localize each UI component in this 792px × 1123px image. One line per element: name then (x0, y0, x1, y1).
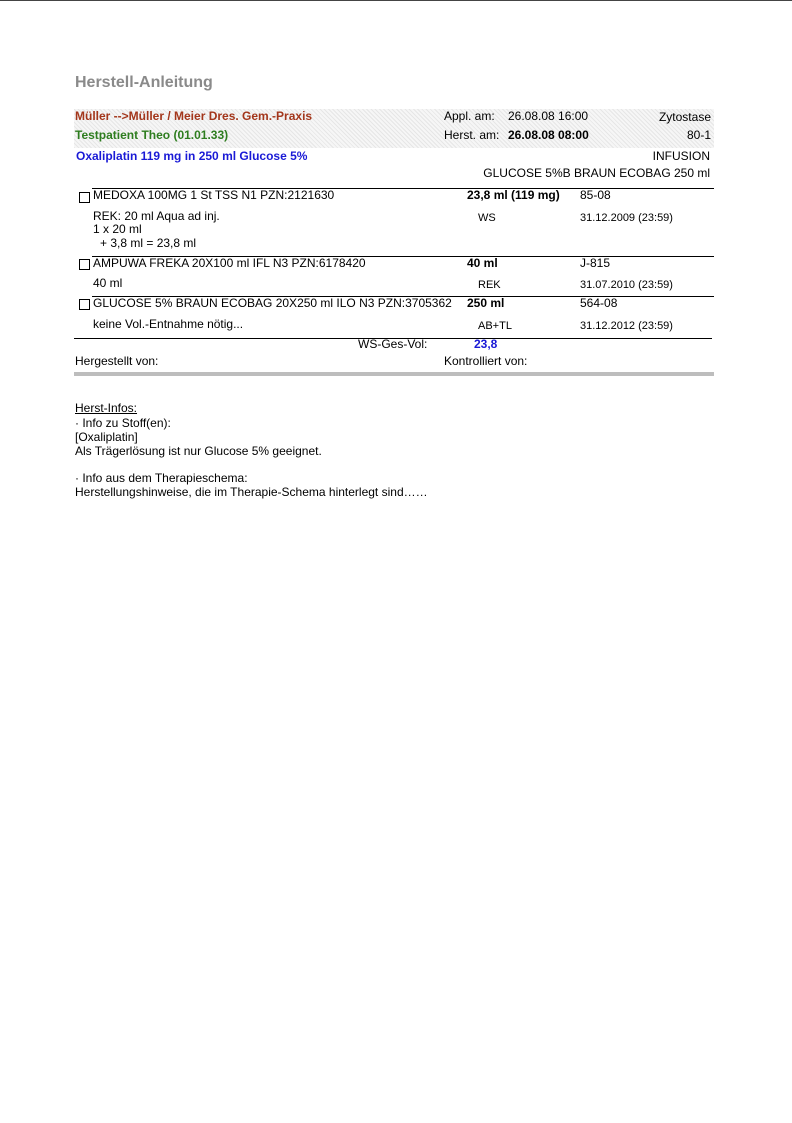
made-by-label: Hergestellt von: (75, 354, 159, 368)
item-expiry: 31.12.2009 (23:59) (580, 212, 673, 224)
item-note: 1 x 20 ml (93, 222, 142, 236)
item-note: REK: 20 ml Aqua ad inj. (93, 209, 220, 223)
item-checkbox-1[interactable] (79, 192, 90, 203)
item-expiry: 31.12.2012 (23:59) (580, 320, 673, 332)
patient-name: Testpatient Theo (01.01.33) (75, 128, 229, 142)
item-amount: 250 ml (467, 296, 505, 310)
infos-line: Herstellungshinweise, die im Therapie-Schema hinterlegt sind…… (75, 485, 428, 499)
item-checkbox-3[interactable] (79, 299, 90, 310)
item-note: keine Vol.-Entnahme nötig... (93, 317, 244, 331)
application-date-value: 26.08.08 16:00 (508, 109, 589, 123)
page-top-border (0, 0, 792, 1)
item-storage: AB+TL (478, 320, 512, 332)
document-title: Herstell-Anleitung (75, 74, 213, 91)
item-storage: REK (478, 279, 501, 291)
item-note: + 3,8 ml = 23,8 ml (100, 236, 197, 250)
preparation-date-value: 26.08.08 08:00 (508, 128, 589, 142)
infos-line: Als Trägerlösung ist nur Glucose 5% geeignet. (75, 444, 322, 458)
preparation-date-label: Herst. am: (444, 128, 500, 142)
item-lot: 564-08 (580, 296, 618, 310)
item-checkbox-2[interactable] (79, 259, 90, 270)
item-note: 40 ml (93, 276, 123, 290)
prescriber: Müller -->Müller / Meier Dres. Gem.-Praxis (75, 109, 313, 123)
item-storage: WS (478, 212, 496, 224)
application-date-label: Appl. am: (444, 109, 495, 123)
order-description: Oxaliplatin 119 mg in 250 ml Glucose 5% (76, 149, 308, 163)
item-lot: J-815 (580, 256, 611, 270)
item-expiry: 31.07.2010 (23:59) (580, 279, 673, 291)
preparation-code: 80-1 (686, 128, 711, 142)
infos-line: · Info aus dem Therapieschema: (75, 471, 248, 485)
total-volume-value: 23,8 (474, 337, 498, 351)
section-separator (74, 372, 714, 376)
item-name: MEDOXA 100MG 1 St TSS N1 PZN:2121630 (93, 188, 335, 202)
item-amount: 40 ml (467, 256, 498, 270)
preparation-kind: Zytostase (658, 110, 711, 124)
total-volume-label: WS-Ges-Vol: (358, 337, 428, 351)
infos-line: · Info zu Stoff(en): (75, 416, 171, 430)
infos-line: [Oxaliplatin] (75, 430, 138, 444)
order-type: INFUSION (652, 149, 710, 163)
item-name: AMPUWA FREKA 20X100 ml IFL N3 PZN:6178420 (93, 256, 366, 270)
item-lot: 85-08 (580, 188, 611, 202)
infos-heading: Herst-Infos: (75, 401, 138, 415)
carrier-solution: GLUCOSE 5%B BRAUN ECOBAG 250 ml (483, 166, 710, 180)
item-amount: 23,8 ml (119 mg) (467, 188, 560, 202)
checked-by-label: Kontrolliert von: (444, 354, 528, 368)
item-name: GLUCOSE 5% BRAUN ECOBAG 20X250 ml ILO N3 PZN:3705362 (93, 296, 452, 310)
